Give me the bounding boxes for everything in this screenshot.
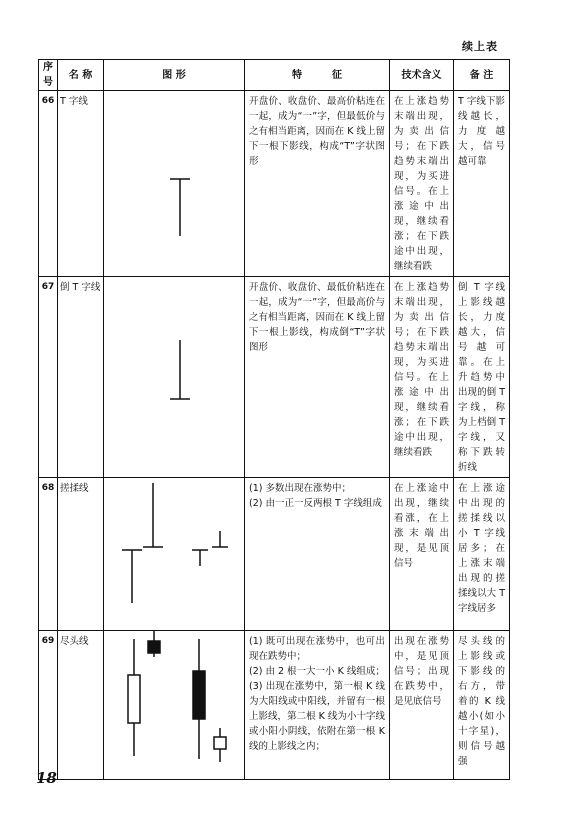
row-note: 尽头线的上影线或下影线的右方，带着的 K 线越小(如小十字星)，则信号越强	[454, 631, 510, 780]
figure-inverted-t-line	[104, 277, 245, 478]
exhaustion-line-diagram	[104, 631, 245, 779]
row-note: 倒 T 字线上影线越长，力度越大，信号越可靠。在上升趋势中出现的倒 T 字线，称为上档倒 T 字线，又称下跌转折线	[454, 277, 510, 478]
continued-label: 续上表	[462, 40, 498, 53]
figure-rubbing-line	[104, 478, 245, 631]
row-name: 搓揉线	[58, 478, 104, 631]
page-number-rule	[63, 779, 103, 780]
row-meaning: 在上涨趋势末端出现，为卖出信号；在下跌趋势末端出现，为买进信号。在上涨途中出现，继续看涨；在下跌途中出现，继续看跌	[390, 91, 454, 277]
k-line-table	[38, 59, 510, 780]
inverted-t-line-diagram	[104, 277, 245, 459]
row-note: T 字线下影线越长，力度越大，信号越可靠	[454, 91, 510, 277]
header-figure: 图 形	[104, 60, 245, 91]
header-feature: 特 征	[245, 60, 390, 91]
row-number: 67	[39, 277, 58, 478]
header-no: 序号	[39, 60, 58, 91]
row-name: T 字线	[58, 91, 104, 277]
table-row	[39, 631, 510, 780]
table-header-row	[39, 60, 510, 91]
figure-exhaustion-line	[104, 631, 245, 780]
row-feature: (1) 多数出现在涨势中； (2) 由一正一反两根 T 字线组成	[245, 478, 390, 631]
row-meaning: 出现在涨势中，是见顶信号；出现在跌势中，是见底信号	[390, 631, 454, 780]
table-row	[39, 91, 510, 277]
row-feature: 开盘价、收盘价、最低价粘连在一起，成为“一”字，但最高价与之有相当距离，因而在 K 线上留下一根上影线，构成倒“T”字状图形	[245, 277, 390, 478]
row-name: 尽头线	[58, 631, 104, 780]
row-note: 在上涨途中出现的搓揉线以小 T 字线居多；在上涨末端出现的搓揉线以大 T 字线居多	[454, 478, 510, 631]
header-meaning: 技术含义	[390, 60, 454, 91]
rubbing-line-diagram	[104, 478, 245, 630]
row-number: 69	[39, 631, 58, 780]
row-name: 倒 T 字线	[58, 277, 104, 478]
row-feature: 开盘价、收盘价、最高价粘连在一起，成为“一”字，但最低价与之有相当距离，因而在 K 线上留下一根下影线，构成“T”字状图形	[245, 91, 390, 277]
figure-t-line	[104, 91, 245, 277]
table-row	[39, 478, 510, 631]
header-name: 名 称	[58, 60, 104, 91]
row-number: 68	[39, 478, 58, 631]
header-note: 备 注	[454, 60, 510, 91]
row-meaning: 在上涨途中出现，继续看涨，在上涨末端出现，是见顶信号	[390, 478, 454, 631]
t-line-diagram	[104, 91, 245, 243]
table-row	[39, 277, 510, 478]
page-number: 18	[36, 769, 57, 787]
row-feature: (1) 既可出现在涨势中，也可出现在跌势中； (2) 由 2 根一大一小 K 线组成； (3) 出现在涨势中，第一根 K 线为大阳线或中阳线，并留有一根上影线，第二根 K 线为小十字线或小阳小阴线，依附在第一根 K 线的上影线之内；	[245, 631, 390, 780]
row-number: 66	[39, 91, 58, 277]
row-meaning: 在上涨趋势末端出现，为卖出信号；在下跌趋势末端出现，为买进信号。在上涨途中出现，继续看涨；在下跌途中出现，继续看跌	[390, 277, 454, 478]
